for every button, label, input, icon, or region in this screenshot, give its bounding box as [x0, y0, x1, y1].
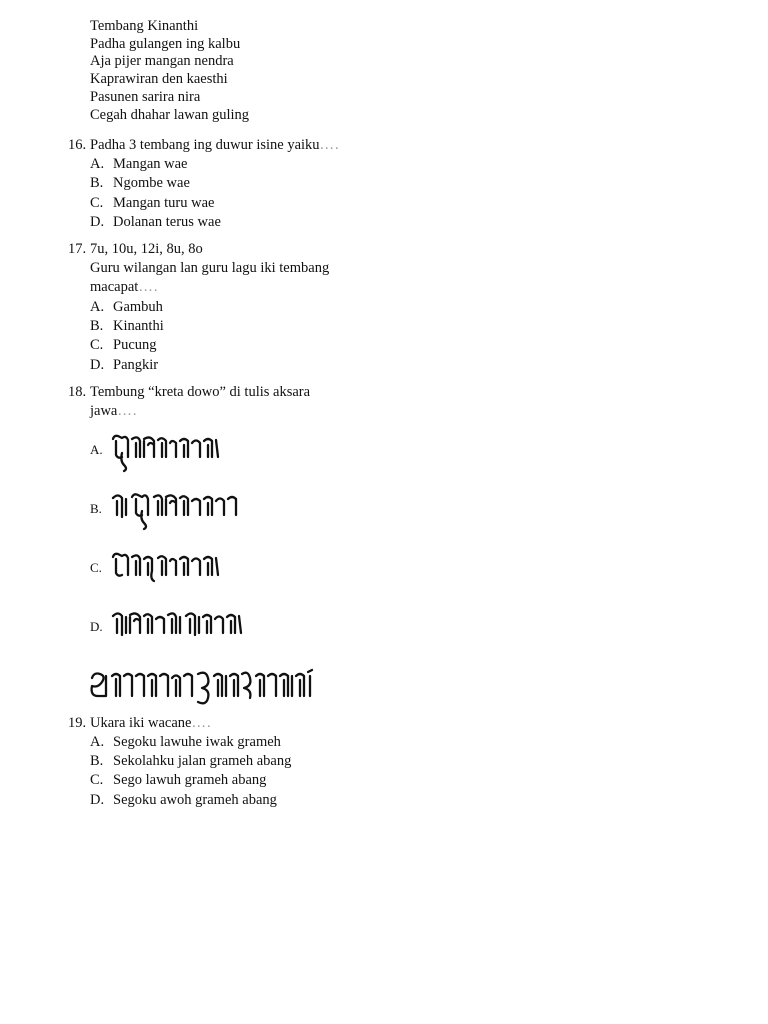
question-line: [90, 278, 158, 296]
option-letter: B.: [90, 175, 104, 191]
option-letter: C.: [90, 772, 104, 788]
option-letter: C.: [90, 337, 104, 353]
option-text: Gambuh: [113, 299, 163, 315]
question-text-body: macapat: [90, 279, 139, 295]
option-letter: D.: [90, 357, 105, 373]
question-text: [90, 136, 340, 154]
question-text-body: Ukara iki wacane: [90, 715, 192, 731]
option-letter: A.: [90, 734, 105, 750]
question-text: [90, 714, 212, 732]
poem-line: Aja pijer mangan nendra: [90, 53, 234, 69]
option-letter: A.: [90, 156, 105, 172]
question-line: 7u, 10u, 12i, 8u, 8o: [90, 241, 203, 257]
javanese-script-image: [110, 489, 240, 531]
question-number: 19.: [68, 715, 87, 731]
poem-line: Cegah dhahar lawan guling: [90, 107, 250, 123]
option-text: Mangan wae: [113, 156, 188, 172]
poem-line: Tembang Kinanthi: [90, 18, 199, 34]
option-letter: A.: [90, 299, 105, 315]
option-letter: C.: [90, 560, 102, 575]
option-text: Segoku lawuhe iwak grameh: [113, 734, 281, 750]
option-text: Sekolahku jalan grameh abang: [113, 753, 292, 769]
option-text: Pangkir: [113, 357, 159, 373]
question-number: 16.: [68, 137, 87, 153]
option-text: Sego lawuh grameh abang: [113, 772, 267, 788]
option-letter: C.: [90, 195, 104, 211]
option-letter: A.: [90, 442, 103, 457]
question-number: 17.: [68, 241, 87, 257]
question-dots: ….: [117, 403, 138, 419]
option-text: Kinanthi: [113, 318, 164, 334]
question-line: Tembung “kreta dowo” di tulis aksara: [90, 384, 311, 400]
question-line: [90, 402, 138, 420]
javanese-script-passage-image: [88, 666, 318, 714]
option-letter: B.: [90, 318, 104, 334]
javanese-script-image: [110, 607, 250, 649]
question-dots: ….: [191, 715, 212, 731]
poem-line: Pasunen sarira nira: [90, 89, 201, 105]
question-dots: ….: [138, 279, 159, 295]
option-letter: B.: [90, 501, 102, 516]
option-text: Ngombe wae: [113, 175, 190, 191]
javanese-script-image: [110, 431, 222, 473]
question-line: Guru wilangan lan guru lagu iki tembang: [90, 260, 330, 276]
option-letter: D.: [90, 619, 103, 634]
poem-line: Kaprawiran den kaesthi: [90, 71, 228, 87]
option-letter: D.: [90, 792, 105, 808]
option-letter: D.: [90, 214, 105, 230]
poem-line: Padha gulangen ing kalbu: [90, 36, 241, 52]
question-text-body: jawa: [90, 403, 118, 419]
question-text-body: Padha 3 tembang ing duwur isine yaiku: [90, 137, 320, 153]
option-text: Mangan turu wae: [113, 195, 215, 211]
option-text: Segoku awoh grameh abang: [113, 792, 277, 808]
option-text: Pucung: [113, 337, 157, 353]
javanese-script-image: [110, 549, 222, 591]
option-text: Dolanan terus wae: [113, 214, 221, 230]
question-dots: ….: [319, 137, 340, 153]
option-letter: B.: [90, 753, 104, 769]
question-number: 18.: [68, 384, 87, 400]
